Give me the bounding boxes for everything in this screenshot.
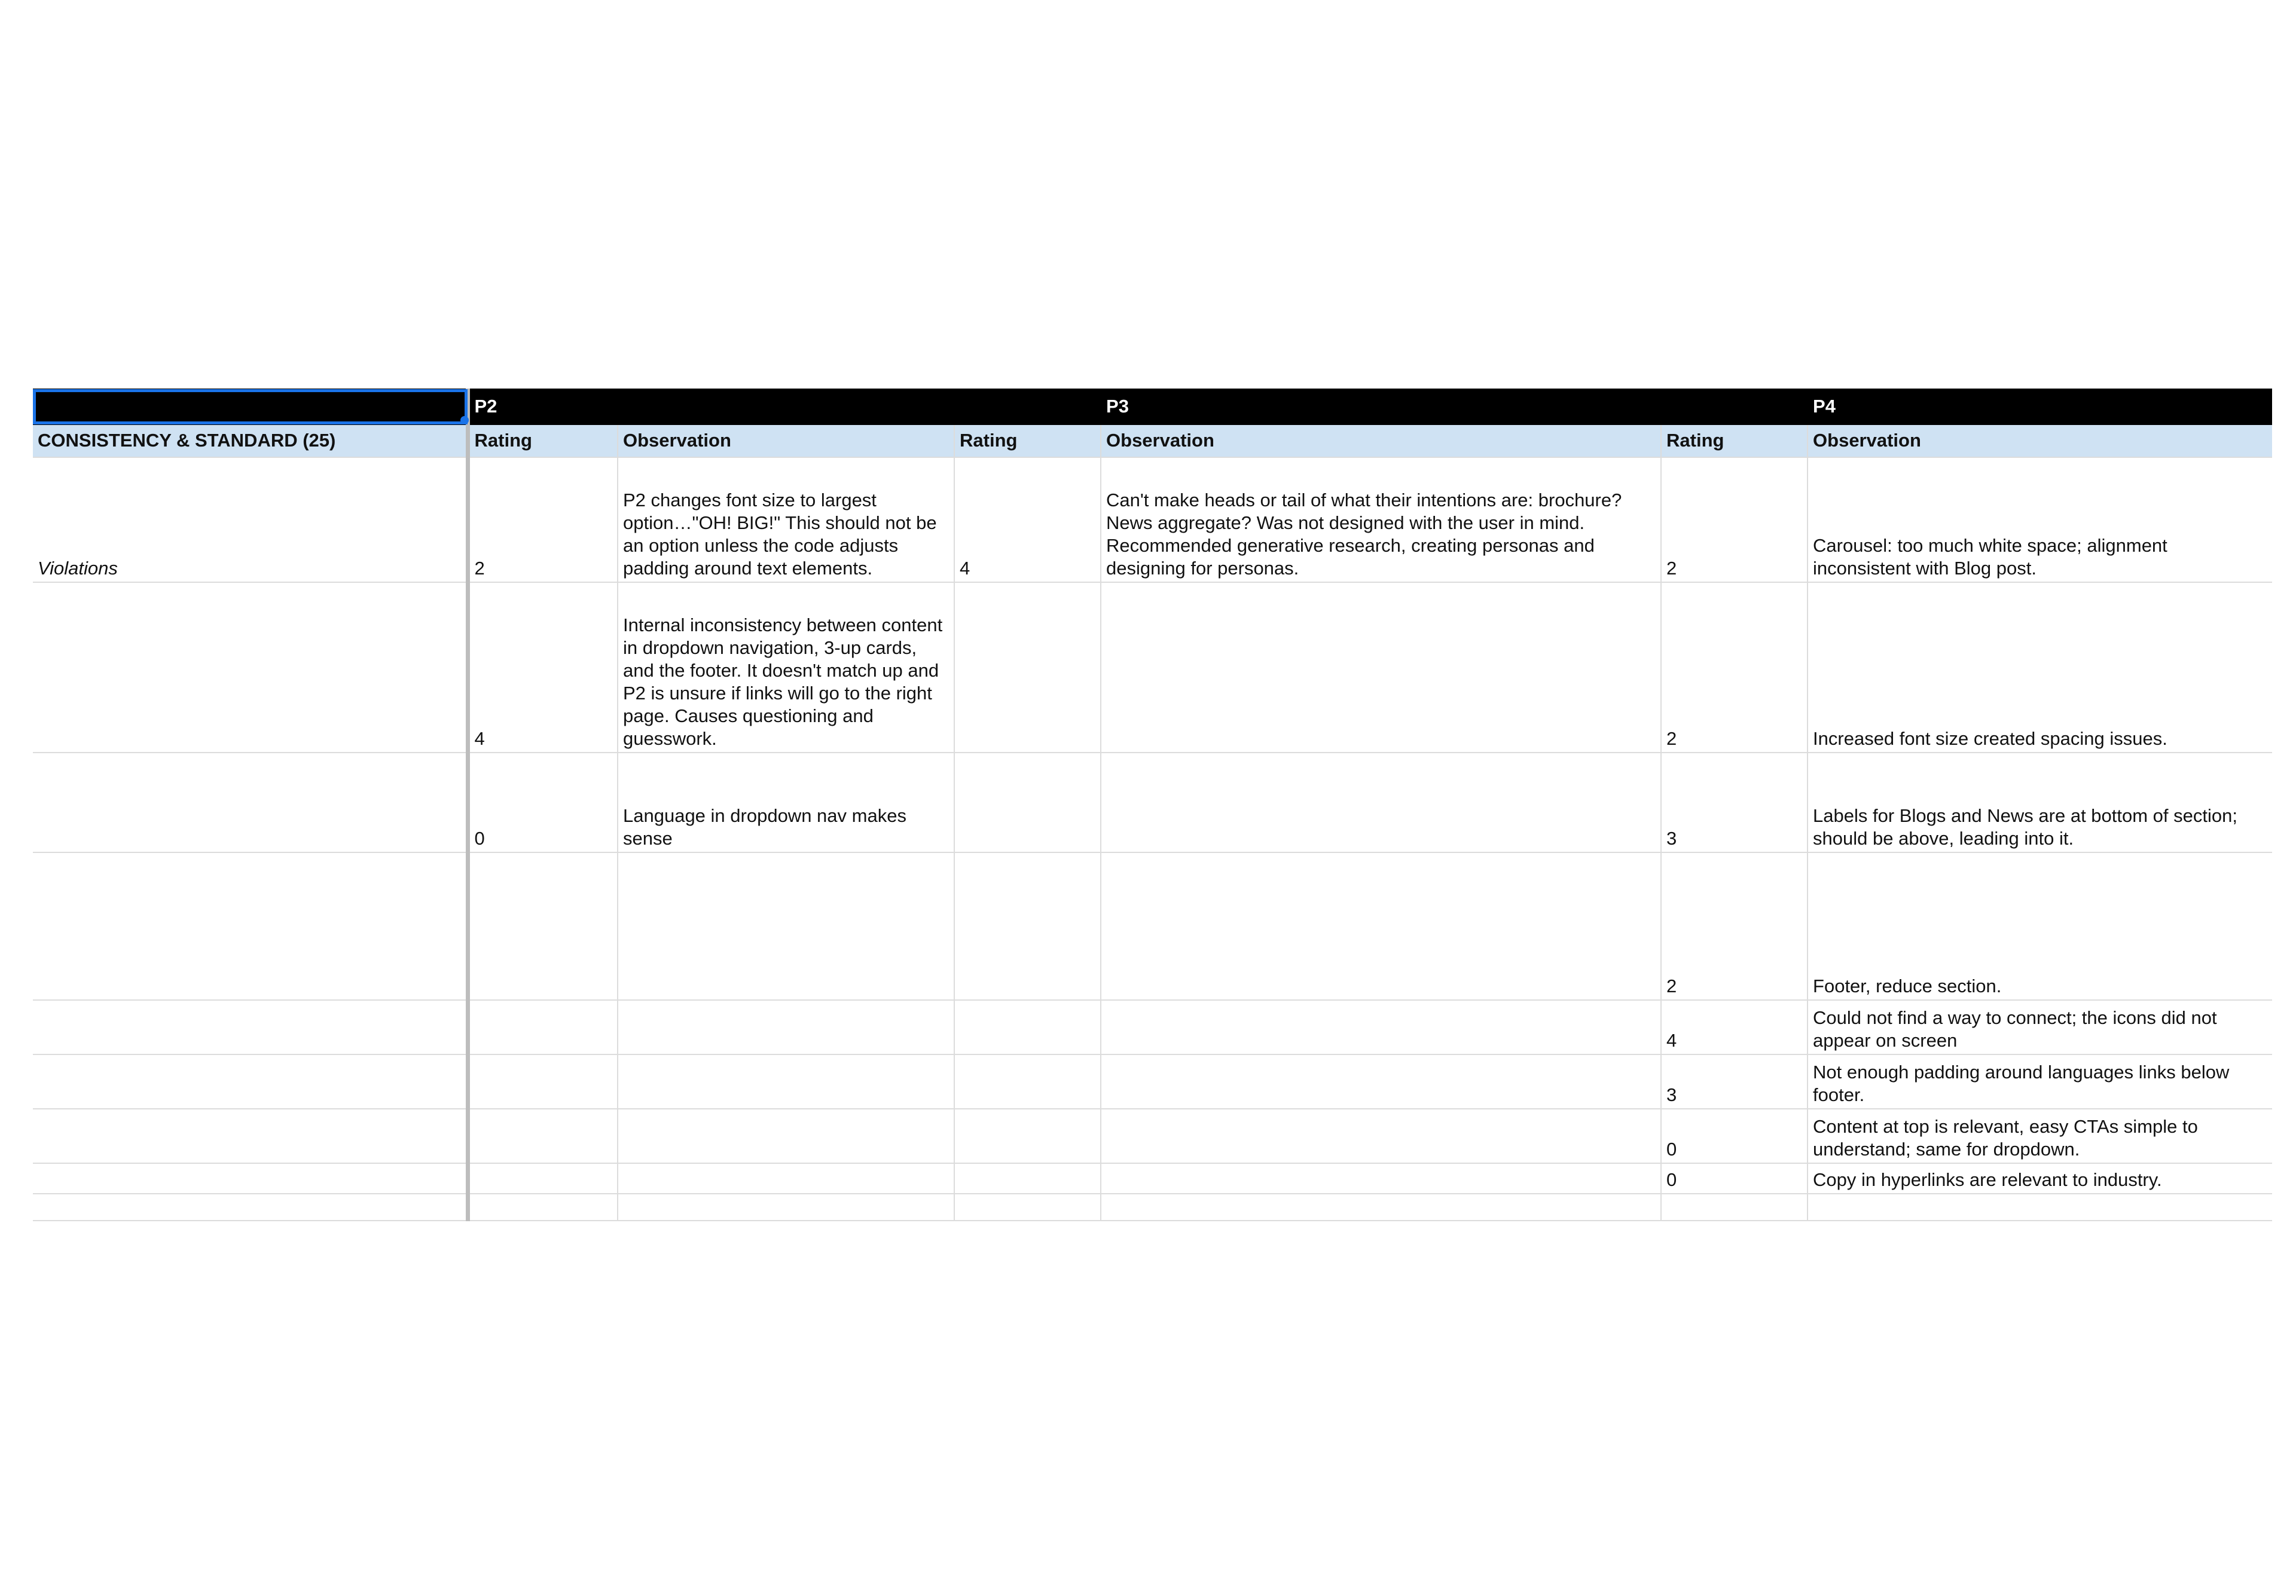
p3-observation-cell[interactable] (1101, 1000, 1661, 1054)
table-row (33, 753, 2272, 852)
table-row (33, 1163, 2272, 1194)
heuristic-evaluation-table (33, 389, 2272, 1221)
participant-p3-header[interactable]: P3 (1101, 389, 1808, 424)
row-label-cell[interactable]: Violations (33, 457, 468, 582)
p3-rating-cell[interactable] (954, 852, 1101, 1000)
p4-observation-cell[interactable]: Footer, reduce section. (1808, 852, 2272, 1000)
participant-p4-header[interactable]: P4 (1808, 389, 2272, 424)
empty-table-row (33, 1194, 2272, 1221)
empty-cell[interactable] (618, 1194, 954, 1221)
p3-observation-cell[interactable]: Can't make heads or tail of what their intentions are: brochure? News aggregate? Was not designed with the user in mind. Recommended generative research, creating personas and designing for personas. (1101, 457, 1661, 582)
p2-rating-cell[interactable]: 4 (468, 582, 618, 753)
p2-rating-cell[interactable] (468, 1000, 618, 1054)
column-header-row (33, 424, 2272, 457)
empty-cell[interactable] (954, 1194, 1101, 1221)
p3-observation-cell[interactable] (1101, 753, 1661, 852)
p2-observation-cell[interactable]: P2 changes font size to largest option…"OH! BIG!" This should not be an option unless the code adjusts padding around text elements. (618, 457, 954, 582)
p3-rating-cell[interactable] (954, 1163, 1101, 1194)
p2-observation-cell[interactable] (618, 1163, 954, 1194)
p4-rating-cell[interactable]: 0 (1661, 1163, 1808, 1194)
p4-rating-cell[interactable]: 2 (1661, 457, 1808, 582)
table-row (33, 1000, 2272, 1054)
row-label-cell[interactable] (33, 582, 468, 753)
p3-observation-cell[interactable] (1101, 1109, 1661, 1163)
selection-fill-handle[interactable] (460, 416, 469, 424)
p3-rating-cell[interactable] (954, 1000, 1101, 1054)
p4-observation-cell[interactable]: Carousel: too much white space; alignment inconsistent with Blog post. (1808, 457, 2272, 582)
table-row (33, 1054, 2272, 1109)
p2-rating-cell[interactable] (468, 852, 618, 1000)
p2-observation-cell[interactable]: Internal inconsistency between content in dropdown navigation, 3-up cards, and the footer. It doesn't match up and P2 is unsure if links will go to the right page. Causes questioning and guesswork. (618, 582, 954, 753)
p3-observation-header[interactable]: Observation (1101, 424, 1661, 457)
p3-rating-cell[interactable]: 4 (954, 457, 1101, 582)
empty-cell[interactable] (1808, 1194, 2272, 1221)
p4-rating-cell[interactable]: 3 (1661, 1054, 1808, 1109)
p4-observation-cell[interactable]: Copy in hyperlinks are relevant to industry. (1808, 1163, 2272, 1194)
table-row (33, 852, 2272, 1000)
row-label-cell[interactable] (33, 1054, 468, 1109)
table-row (33, 457, 2272, 582)
table-row (33, 582, 2272, 753)
empty-cell[interactable] (468, 1194, 618, 1221)
p4-rating-cell[interactable]: 0 (1661, 1109, 1808, 1163)
p3-rating-cell[interactable] (954, 1054, 1101, 1109)
p3-rating-header[interactable]: Rating (954, 424, 1101, 457)
empty-cell[interactable] (33, 1194, 468, 1221)
p3-rating-cell[interactable] (954, 1109, 1101, 1163)
p2-rating-cell[interactable] (468, 1054, 618, 1109)
table-row (33, 1109, 2272, 1163)
p3-observation-cell[interactable] (1101, 1054, 1661, 1109)
p4-rating-cell[interactable]: 2 (1661, 582, 1808, 753)
p3-rating-cell[interactable] (954, 582, 1101, 753)
p2-rating-cell[interactable]: 2 (468, 457, 618, 582)
p2-observation-cell[interactable] (618, 1054, 954, 1109)
p4-observation-cell[interactable]: Labels for Blogs and News are at bottom of section; should be above, leading into it. (1808, 753, 2272, 852)
p2-observation-cell[interactable] (618, 1109, 954, 1163)
category-header-cell[interactable]: CONSISTENCY & STANDARD (25) (33, 424, 468, 457)
p3-rating-cell[interactable] (954, 753, 1101, 852)
p4-rating-cell[interactable]: 4 (1661, 1000, 1808, 1054)
p2-rating-cell[interactable] (468, 1163, 618, 1194)
p2-rating-cell[interactable] (468, 1109, 618, 1163)
p4-observation-cell[interactable]: Could not find a way to connect; the icons did not appear on screen (1808, 1000, 2272, 1054)
p3-observation-cell[interactable] (1101, 1163, 1661, 1194)
p2-observation-cell[interactable]: Language in dropdown nav makes sense (618, 753, 954, 852)
p4-rating-cell[interactable]: 3 (1661, 753, 1808, 852)
p2-observation-header[interactable]: Observation (618, 424, 954, 457)
row-label-cell[interactable] (33, 1000, 468, 1054)
selected-cell-a1[interactable] (33, 389, 468, 424)
p2-observation-cell[interactable] (618, 852, 954, 1000)
participant-header-row (33, 389, 2272, 424)
row-label-cell[interactable] (33, 753, 468, 852)
empty-cell[interactable] (1101, 1194, 1661, 1221)
row-label-cell[interactable] (33, 852, 468, 1000)
p4-observation-cell[interactable]: Content at top is relevant, easy CTAs simple to understand; same for dropdown. (1808, 1109, 2272, 1163)
p4-rating-cell[interactable]: 2 (1661, 852, 1808, 1000)
p4-observation-cell[interactable]: Increased font size created spacing issues. (1808, 582, 2272, 753)
p2-rating-cell[interactable]: 0 (468, 753, 618, 852)
p4-observation-cell[interactable]: Not enough padding around languages links below footer. (1808, 1054, 2272, 1109)
participant-p2-header[interactable]: P2 (468, 389, 1101, 424)
p3-observation-cell[interactable] (1101, 582, 1661, 753)
row-label-cell[interactable] (33, 1109, 468, 1163)
p4-rating-header[interactable]: Rating (1661, 424, 1808, 457)
row-label-cell[interactable] (33, 1163, 468, 1194)
p4-observation-header[interactable]: Observation (1808, 424, 2272, 457)
empty-cell[interactable] (1661, 1194, 1808, 1221)
p2-observation-cell[interactable] (618, 1000, 954, 1054)
p3-observation-cell[interactable] (1101, 852, 1661, 1000)
p2-rating-header[interactable]: Rating (468, 424, 618, 457)
